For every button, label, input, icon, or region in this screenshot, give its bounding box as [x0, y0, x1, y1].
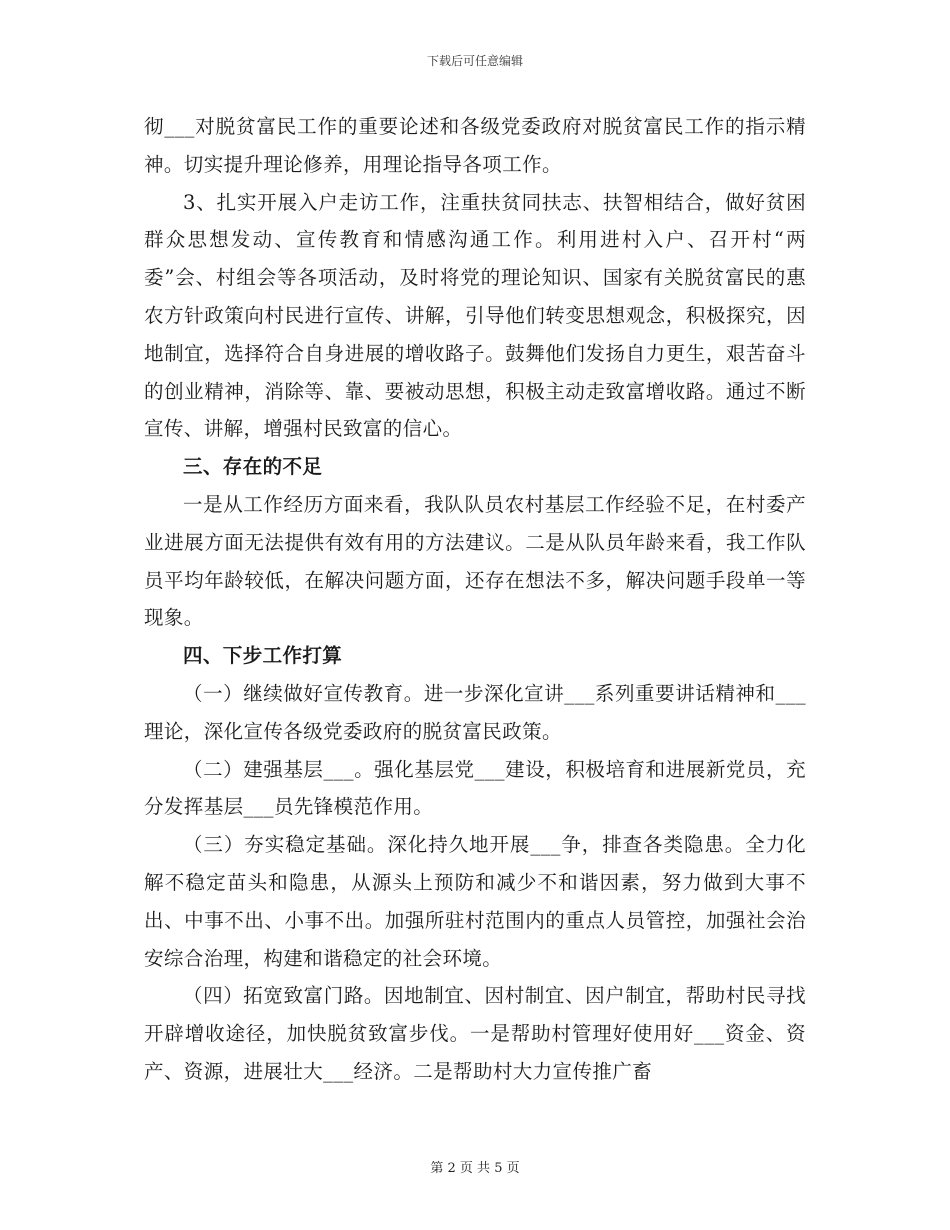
- paragraph-item-3: 3、扎实开展入户走访工作，注重扶贫同扶志、扶智相结合，做好贫困群众思想发动、宣传教育和情感沟通工作。利用进村入户、召开村“两委”会、村组会等各项活动，及时将党的理论知识、国家有关脱贫富民的惠农方针政策向村民进行宣传、讲解，引导他们转变思想观念，积极探究，因地制宜，选择符合自身进展的增收路子。鼓舞他们发扬自力更生，艰苦奋斗的创业精神，消除等、靠、要被动思想，积极主动走致富增收路。通过不断宣传、讲解，增强村民致富的信心。: [144, 190, 806, 441]
- section-heading-next-steps: 四、下步工作打算: [183, 644, 343, 668]
- paragraph-shortcomings: 一是从工作经历方面来看，我队队员农村基层工作经验不足，在村委产业进展方面无法提供有效有用的方法建议。二是从队员年龄来看，我工作队员平均年龄较低，在解决问题方面，还存在想法不多，解决问题手段单一等现象。: [144, 492, 806, 630]
- document-body: [144, 108, 806, 1091]
- paragraph-next-step-1: （一）继续做好宣传教育。进一步深化宣讲___系列重要讲话精神和___理论，深化宣传各级党委政府的脱贫富民政策。: [144, 681, 806, 743]
- paragraph-next-step-3: （三）夯实稳定基础。深化持久地开展___争，排查各类隐患。全力化解不稳定苗头和隐患，从源头上预防和减少不和谐因素，努力做到大事不出、中事不出、小事不出。加强所驻村范围内的重点人员管控，加强社会治安综合治理，构建和谐稳定的社会环境。: [144, 833, 806, 970]
- page-header: 下载后可任意编辑: [426, 54, 523, 68]
- paragraph-continuation: 彻___对脱贫富民工作的重要论述和各级党委政府对脱贫富民工作的指示精神。切实提升理论修养，用理论指导各项工作。: [144, 115, 806, 176]
- page-footer: 第 2 页 共 5 页: [430, 1161, 520, 1176]
- paragraph-next-step-4: （四）拓宽致富门路。因地制宜、因村制宜、因户制宜，帮助村民寻找开辟增收途径，加快脱贫致富步伐。一是帮助村管理好使用好___资金、资产、资源，进展壮大___经济。二是帮助村大力宣传推广畜: [144, 984, 806, 1083]
- section-heading-shortcomings: 三、存在的不足: [183, 455, 323, 479]
- paragraph-next-step-2: （二）建强基层___。强化基层党___建设，积极培育和进展新党员，充分发挥基层___员先锋模范作用。: [144, 757, 806, 819]
